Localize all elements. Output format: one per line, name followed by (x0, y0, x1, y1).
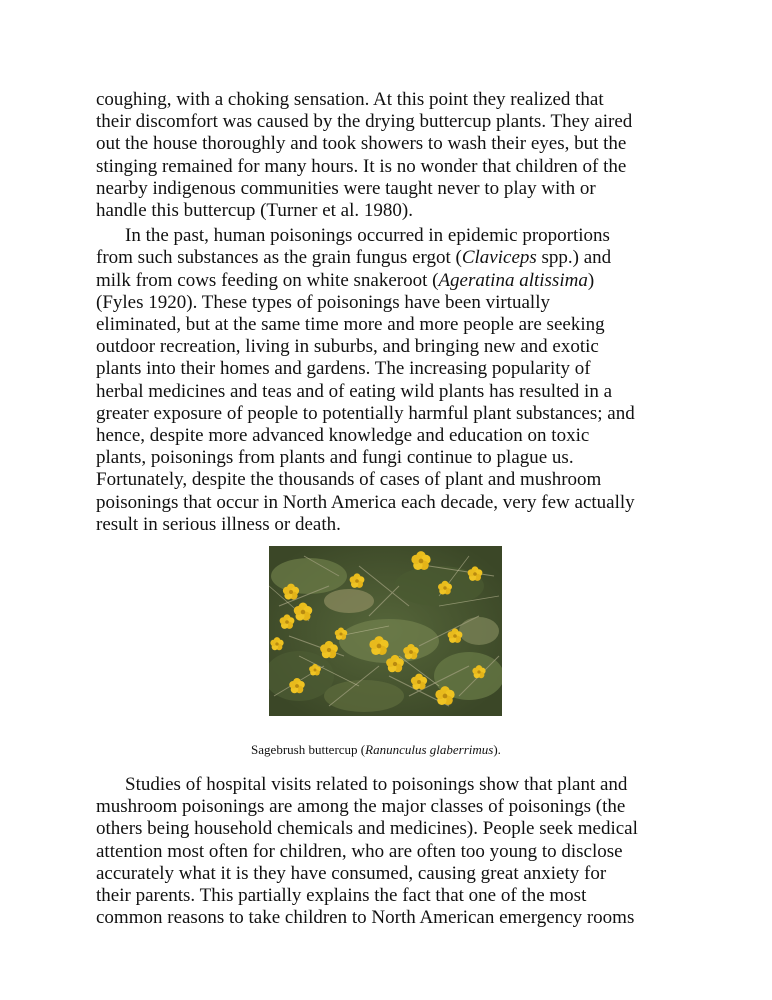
species-name: Ageratina altissima (438, 269, 588, 291)
text-line: In the past, human poisonings occurred in epidemic proportions (125, 225, 610, 247)
text-line: greater exposure of people to potentially harmful plant substances; and (96, 402, 635, 424)
text-line: plants, poisonings from plants and fungi continue to plague us. (96, 447, 574, 469)
text-line: coughing, with a choking sensation. At this point they realized that (96, 89, 604, 110)
text-line: Studies of hospital visits related to poisonings show that plant and (125, 774, 628, 796)
text-line: outdoor recreation, living in suburbs, and bringing new and exotic (96, 336, 599, 358)
text-line: attention most often for children, who are often too young to disclose (96, 840, 623, 862)
text-line: result in serious illness or death. (96, 513, 341, 535)
text-line: their parents. This partially explains the fact that one of the most (96, 885, 587, 907)
figure (96, 546, 656, 732)
text-line: mushroom poisonings are among the major classes of poisonings (the (96, 796, 626, 818)
scientific-name: Ranunculus glaberrimus (365, 742, 494, 758)
figure-caption (96, 742, 656, 758)
text-line: (Fyles 1920). These types of poisonings have been virtually (96, 291, 550, 313)
paragraph-1 (96, 89, 656, 222)
text-line: Fortunately, despite the thousands of cases of plant and mushroom (96, 469, 602, 491)
paragraph-2 (96, 225, 656, 536)
text-line (96, 247, 656, 269)
text-line: hence, despite more advanced knowledge and education on toxic (96, 425, 590, 447)
genus-name: Claviceps (461, 247, 537, 269)
text-line: their discomfort was caused by the drying buttercup plants. They aired (96, 111, 633, 133)
text-line (96, 270, 656, 292)
caption-text: ). (493, 742, 501, 758)
text-run: spp.) and (536, 247, 612, 269)
paragraph-3 (96, 774, 656, 929)
text-line: stinging remained for many hours. It is no wonder that children of the (96, 155, 627, 177)
text-run: ) (587, 269, 595, 291)
text-line: nearby indigenous communities were taught never to play with or (96, 177, 596, 199)
text-line: others being household chemicals and medicines). People seek medical (96, 818, 638, 840)
text-line: herbal medicines and teas and of eating wild plants has resulted in a (96, 380, 613, 402)
text-line: handle this buttercup (Turner et al. 1980). (96, 200, 413, 222)
text-line: poisonings that occur in North America each decade, very few actually (96, 491, 635, 513)
text-line: plants into their homes and gardens. The increasing popularity of (96, 358, 591, 380)
page-content (96, 89, 656, 929)
text-line: accurately what it is they have consumed, causing great anxiety for (96, 862, 607, 884)
buttercup-photo (269, 546, 502, 716)
text-line: eliminated, but at the same time more and more people are seeking (96, 314, 605, 336)
text-line: common reasons to take children to North American emergency rooms (96, 907, 635, 929)
text-run: milk from cows feeding on white snakeroot ( (96, 269, 439, 291)
text-run: from such substances as the grain fungus ergot ( (96, 247, 462, 269)
text-line: out the house thoroughly and took showers to wash their eyes, but the (96, 133, 627, 155)
caption-text: Sagebrush buttercup ( (251, 742, 366, 758)
